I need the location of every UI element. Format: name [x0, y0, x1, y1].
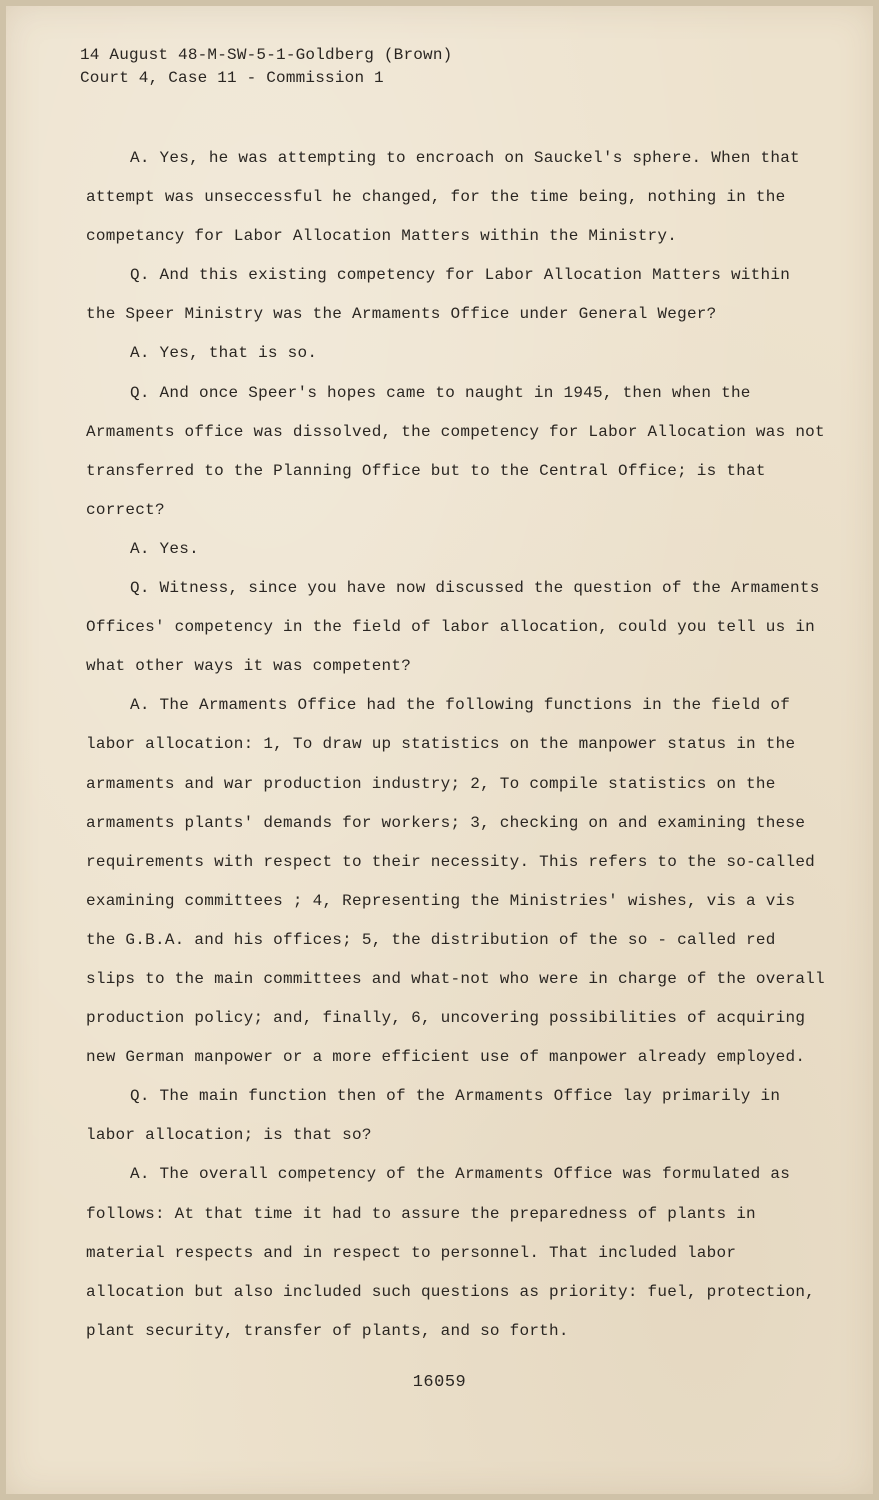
question-paragraph: Q. The main function then of the Armaments Office lay primarily in labor allocation; is that so? [86, 1087, 781, 1145]
transcript-body [86, 139, 826, 1351]
answer-paragraph: A. Yes. [130, 539, 199, 558]
question-paragraph: Q. Witness, since you have now discussed the question of the Armaments Offices' competency in the field of labor allocation, could you tell us in what other ways it was competent? [86, 579, 820, 676]
question-paragraph: Q. And this existing competency for Labor Allocation Matters within the Speer Ministry was the Armaments Office under General Weger? [86, 266, 791, 324]
answer-paragraph: A. Yes, he was attempting to encroach on Sauckel's sphere. When that attempt was unseccessful he changed, for the time being, nothing in the competancy for Labor Allocation Matters within the Ministry. [86, 149, 800, 246]
page-number: 16059 [412, 1373, 467, 1392]
question-paragraph: Q. And once Speer's hopes came to naught in 1945, then when the Armaments office was dissolved, the competency for Labor Allocation was not transferred to the Planning Office but to the Central Office; is that correct? [86, 383, 825, 519]
header-date-line: 14 August 48-M-SW-5-1-Goldberg (Brown) [80, 46, 453, 64]
answer-paragraph: A. Yes, that is so. [130, 344, 318, 363]
header-court-line: Court 4, Case 11 - Commission 1 [80, 69, 384, 87]
answer-paragraph: A. The Armaments Office had the following functions in the field of labor allocation: 1, To draw up statistics on the manpower status in the armaments and war production industry; 2, To compile statistics on the armaments plants' demands for workers; 3, checking on and examining these requirements with respect to their necessity. This refers to the so-called examining committees ; 4, Representing the Ministries' wishes, vis a vis the G.B.A. and his offices; 5, the distribution of the so - called red slips to the main committees and what-not who were in charge of the overall production policy; and, finally, 6, uncovering possibilities of acquiring new German manpower or a more efficient use of manpower already employed. [86, 696, 825, 1067]
document-header [80, 44, 452, 90]
answer-paragraph: A. The overall competency of the Armaments Office was formulated as follows: At that time it had to assure the preparedness of plants in material respects and in respect to personnel. That included labor allocation but also included such questions as priority: fuel, protection, plant security, transfer of plants, and so forth. [86, 1165, 816, 1340]
